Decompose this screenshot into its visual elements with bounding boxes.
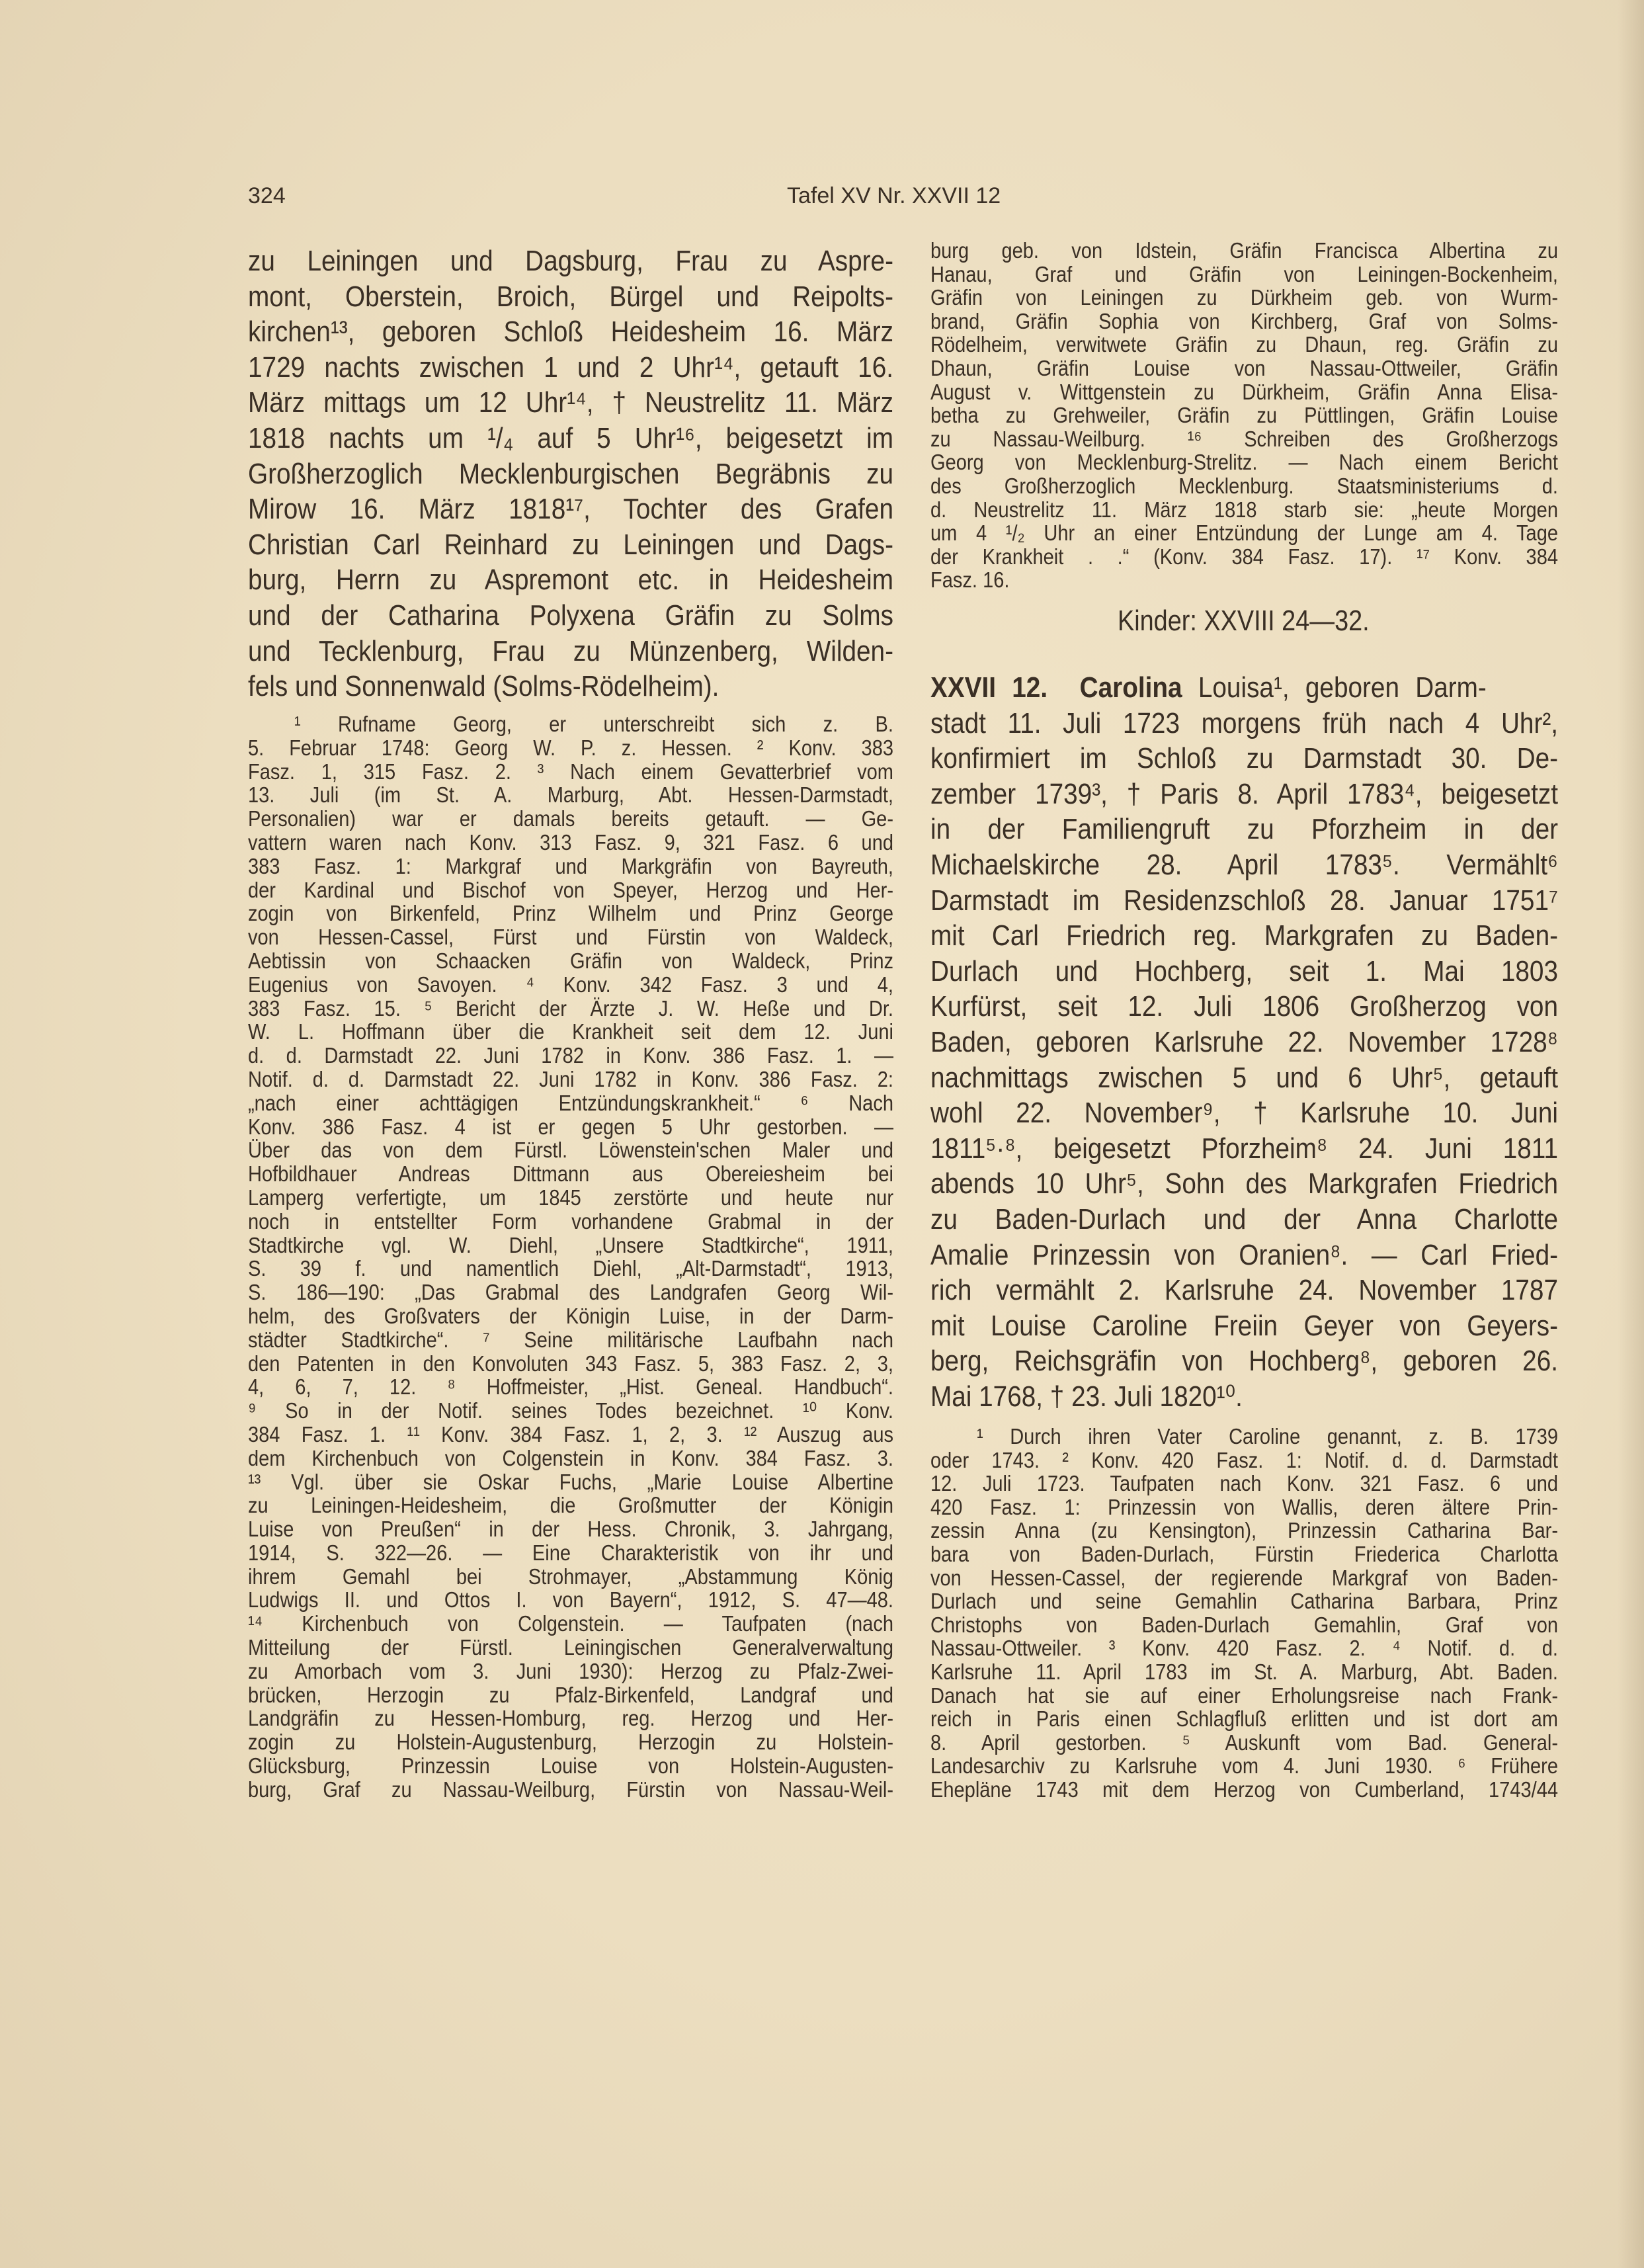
text-line-content: Mirow 16. März 1818¹⁷, Tochter des Grafen xyxy=(248,493,894,526)
text-line-content: ihrem Gemahl bei Strohmayer, „Abstammung König xyxy=(248,1564,894,1589)
text-line xyxy=(930,1636,1558,1660)
entry-body xyxy=(930,706,1558,1415)
text-line xyxy=(248,1636,893,1659)
text-line xyxy=(930,403,1558,427)
text-line xyxy=(248,1281,893,1304)
text-line xyxy=(930,1519,1558,1542)
text-line-content: Mitteilung der Fürstl. Leiningischen Generalverwaltung xyxy=(248,1635,894,1660)
text-line xyxy=(248,491,893,527)
text-line-content: betha zu Grehweiler, Gräfin zu Püttlingen, Gräfin Louise xyxy=(930,403,1558,428)
text-line-content: 383 Fasz. 15. ⁵ Bericht der Ärzte J. W. Heße und Dr. xyxy=(248,995,894,1021)
text-line xyxy=(248,1399,893,1423)
text-line-content: Hanau, Graf und Gräfin von Leiningen-Bockenheim, xyxy=(930,261,1559,286)
text-line xyxy=(248,1304,893,1328)
text-line xyxy=(248,1706,893,1730)
text-line-content: Fasz. 1, 315 Fasz. 2. ³ Nach einem Gevatterbrief vom xyxy=(248,759,894,784)
text-line-content: und Tecklenburg, Frau zu Münzenberg, Wilden- xyxy=(248,634,893,667)
text-line-content: noch in entstellter Form vorhandene Grabmal in der xyxy=(248,1208,894,1234)
text-line xyxy=(248,350,893,386)
text-line-content: stadt 11. Juli 1723 morgens früh nach 4 Uhr², xyxy=(930,706,1559,739)
text-line xyxy=(930,1542,1558,1566)
text-line xyxy=(248,1115,893,1139)
text-line-content: Durlach und seine Gemahlin Catharina Barbara, Prinz xyxy=(930,1589,1558,1614)
text-line-content: den Patenten in den Konvoluten 343 Fasz. 5, 383 Fasz. 2, 3, xyxy=(248,1351,893,1376)
text-line-content: 383 Fasz. 1: Markgraf und Markgräfin von Bayreuth, xyxy=(248,853,894,878)
entry-number: XXVII 12. xyxy=(930,671,1048,704)
text-line-content: d. Neustrelitz 11. März 1818 starb sie: „heute Morgen xyxy=(930,497,1558,522)
running-title: Tafel XV Nr. XXVII 12 xyxy=(787,183,1001,208)
text-line xyxy=(930,777,1558,812)
text-line xyxy=(248,1778,893,1802)
text-line xyxy=(248,1044,893,1068)
text-line-content: nachmittags zwischen 5 und 6 Uhr⁵, getauft xyxy=(930,1061,1558,1094)
text-line-content: 420 Fasz. 1: Prinzessin von Wallis, deren ältere Prin- xyxy=(930,1494,1558,1519)
text-line-content: Kurfürst, seit 12. Juli 1806 Großherzog von xyxy=(930,990,1559,1023)
text-line xyxy=(930,1202,1558,1238)
text-line-content: der Krankheit . .“ (Konv. 384 Fasz. 17). ¹⁷ Konv. 384 xyxy=(930,544,1558,569)
text-line xyxy=(248,1447,893,1470)
text-line xyxy=(930,918,1558,954)
text-line xyxy=(930,568,1558,592)
text-line xyxy=(248,973,893,997)
text-line xyxy=(248,1091,893,1115)
text-line xyxy=(248,1683,893,1707)
text-line-content: abends 10 Uhr⁵, Sohn des Markgrafen Friedrich xyxy=(930,1167,1558,1200)
text-line-content: zu Leiningen und Dagsburg, Frau zu Aspre- xyxy=(248,245,893,277)
text-line xyxy=(930,989,1558,1025)
text-line xyxy=(930,427,1558,451)
text-line-content: Nassau-Ottweiler. ³ Konv. 420 Fasz. 2. ⁴ Notif. d. d. xyxy=(930,1636,1558,1661)
text-line xyxy=(930,1379,1558,1415)
text-line xyxy=(930,1472,1558,1495)
text-line-content: ⁹ So in der Notif. seines Todes bezeichnet. ¹⁰ Konv. xyxy=(248,1398,894,1423)
text-line-content: zu Baden-Durlach und der Anna Charlotte xyxy=(930,1202,1558,1236)
text-line-content: Großherzoglich Mecklenburgischen Begräbnis zu xyxy=(248,457,894,490)
text-line-content: Gräfin von Leiningen zu Dürkheim geb. von Wurm- xyxy=(930,285,1558,310)
text-line xyxy=(248,1659,893,1683)
text-line xyxy=(930,310,1558,333)
text-line xyxy=(930,1778,1558,1802)
text-line xyxy=(930,239,1558,263)
text-line xyxy=(248,314,893,350)
text-line-content: berg, Reichsgräfin von Hochberg⁸, geboren 26. xyxy=(930,1345,1558,1378)
entry-carolina-louisa xyxy=(930,670,1558,1414)
text-line-content: Rödelheim, verwitwete Gräfin zu Dhaun, reg. Gräfin zu xyxy=(930,332,1559,357)
text-line-content: 1729 nachts zwischen 1 und 2 Uhr¹⁴, getauft 16. xyxy=(248,351,894,384)
text-line-content: Mai 1768, † 23. Juli 1820¹⁰. xyxy=(930,1380,1243,1413)
text-line-content: zogin zu Holstein-Augustenburg, Herzogin zu Holstein- xyxy=(248,1730,894,1755)
text-line-content: „nach einer achttägigen Entzündungskrankheit.“ ⁶ Nach xyxy=(248,1090,894,1115)
text-line-content: reich in Paris einen Schlagfluß erlitten und ist dort am xyxy=(930,1706,1558,1732)
text-line-content: Eugenius von Savoyen. ⁴ Konv. 342 Fasz. 3 und 4, xyxy=(248,972,894,997)
text-line xyxy=(930,1684,1558,1708)
text-line xyxy=(930,1025,1558,1060)
text-line-content: Amalie Prinzessin von Oranien⁸. — Carl Fried- xyxy=(930,1238,1559,1271)
text-line-content: dem Kirchenbuch von Colgenstein in Konv. 384 Fasz. 3. xyxy=(248,1445,893,1470)
text-line xyxy=(248,949,893,973)
text-line-content: ¹⁴ Kirchenbuch von Colgenstein. — Taufpaten (nach xyxy=(248,1611,894,1636)
text-line-content: des Großherzoglich Mecklenburg. Staatsministeriums d. xyxy=(930,473,1559,498)
text-line-content: S. 39 f. und namentlich Diehl, „Alt-Darmstadt“, 1913, xyxy=(248,1256,894,1281)
text-line xyxy=(248,598,893,634)
entry-name: Carolina xyxy=(1079,671,1182,704)
text-line xyxy=(930,812,1558,847)
text-line xyxy=(930,380,1558,404)
text-line xyxy=(248,1020,893,1044)
text-line xyxy=(248,1588,893,1612)
text-line xyxy=(248,760,893,784)
text-line-content: ¹³ Vgl. über sie Oskar Fuchs, „Marie Louise Albertine xyxy=(248,1469,894,1494)
text-line-content: Georg von Mecklenburg-Strelitz. — Nach einem Bericht xyxy=(930,450,1558,475)
text-line xyxy=(930,706,1558,741)
entry-heading-line xyxy=(930,670,1558,706)
text-line-content: Hofbildhauer Andreas Dittmann aus Obereiesheim bei xyxy=(248,1161,894,1187)
text-line xyxy=(248,421,893,456)
text-line xyxy=(248,1375,893,1399)
text-line-content: zember 1739³, † Paris 8. April 1783⁴, beigesetzt xyxy=(930,777,1558,810)
text-line-content: ¹ Rufname Georg, er unterschreibt sich z. B. xyxy=(294,712,893,736)
page-number: 324 xyxy=(248,183,286,208)
text-line-content: zogin von Birkenfeld, Prinz Wilhelm und Prinz George xyxy=(248,901,894,926)
text-line-content: brand, Gräfin Sophia von Kirchberg, Graf von Solms- xyxy=(930,308,1558,333)
text-line-content: 12. Juli 1723. Taufpaten nach Konv. 321 Fasz. 6 und xyxy=(930,1471,1558,1496)
text-line xyxy=(930,954,1558,989)
text-line xyxy=(930,1425,1558,1449)
text-line xyxy=(930,1131,1558,1167)
text-line-content: zu Leiningen-Heidesheim, die Großmutter der Königin xyxy=(248,1493,894,1518)
text-line-content: 5. Februar 1748: Georg W. P. z. Hessen. ² Konv. 383 xyxy=(248,735,894,760)
text-line-content: Christian Carl Reinhard zu Leiningen und Dags- xyxy=(248,528,894,561)
left-footnotes xyxy=(248,712,893,1802)
text-line-content: mont, Oberstein, Broich, Bürgel und Reipolts- xyxy=(248,280,894,313)
text-line xyxy=(248,1565,893,1589)
text-line-content: Ludwigs II. und Ottos I. von Bayern“, 1912, S. 47—48. xyxy=(248,1587,894,1613)
text-line-content: kirchen¹³, geboren Schloß Heidesheim 16. März xyxy=(248,315,894,349)
text-line xyxy=(248,1470,893,1494)
text-line-content: Darmstadt im Residenzschloß 28. Januar 1751⁷ xyxy=(930,884,1558,917)
text-line xyxy=(930,1308,1558,1344)
text-line xyxy=(930,1660,1558,1684)
text-line xyxy=(248,902,893,925)
text-line xyxy=(930,545,1558,569)
text-line-content: burg, Herrn zu Aspremont etc. in Heidesheim xyxy=(248,564,894,597)
text-line-content: mit Louise Caroline Freiin Geyer von Geyers- xyxy=(930,1309,1558,1342)
text-line xyxy=(248,1068,893,1091)
text-line-content: 4, 6, 7, 12. ⁸ Hoffmeister, „Hist. Geneal. Handbuch“. xyxy=(248,1374,894,1400)
text-line-content: Landesarchiv zu Karlsruhe vom 4. Juni 1930. ⁶ Frühere xyxy=(930,1753,1558,1779)
text-line-content: Glücksburg, Prinzessin Louise von Holstein-Augusten- xyxy=(248,1753,894,1779)
text-line-content: Danach hat sie auf einer Erholungsreise nach Frank- xyxy=(930,1683,1558,1708)
text-line-content: brücken, Herzogin zu Pfalz-Birkenfeld, Landgraf und xyxy=(248,1682,894,1707)
text-line xyxy=(930,1731,1558,1755)
text-line-content: von Hessen-Cassel, der regierende Markgraf von Baden- xyxy=(930,1565,1558,1590)
text-line-content: bara von Baden-Durlach, Fürstin Friederica Charlotta xyxy=(930,1541,1558,1566)
text-line xyxy=(248,1754,893,1778)
text-line xyxy=(248,1612,893,1636)
text-line-content: burg, Graf zu Nassau-Weilburg, Fürstin von Nassau-Weil- xyxy=(248,1777,894,1802)
text-line xyxy=(930,357,1558,380)
text-line-content: in der Familiengruft zu Pforzheim in der xyxy=(930,813,1559,846)
text-line-content: burg geb. von Idstein, Gräfin Francisca Albertina zu xyxy=(930,238,1559,263)
text-line xyxy=(248,1352,893,1376)
text-line xyxy=(248,1517,893,1541)
text-line xyxy=(930,1449,1558,1472)
text-line xyxy=(248,1186,893,1210)
text-line-content: August v. Wittgenstein zu Dürkheim, Gräfin Anna Elisa- xyxy=(930,379,1558,404)
text-line xyxy=(930,474,1558,498)
text-line xyxy=(248,669,893,704)
text-line-content: 13. Juli (im St. A. Marburg, Abt. Hessen-Darmstadt, xyxy=(248,782,894,808)
text-line-content: 384 Fasz. 1. ¹¹ Konv. 384 Fasz. 1, 2, 3. ¹² Auszug aus xyxy=(248,1421,894,1447)
text-line xyxy=(930,847,1558,883)
text-line-content: Karlsruhe 11. April 1783 im St. A. Marburg, Abt. Baden. xyxy=(930,1659,1559,1684)
text-line xyxy=(248,1138,893,1162)
text-line xyxy=(930,1754,1558,1778)
text-line xyxy=(930,263,1558,286)
text-line xyxy=(248,456,893,492)
text-line xyxy=(930,1166,1558,1202)
text-line-content: konfirmiert im Schloß zu Darmstadt 30. De- xyxy=(930,742,1559,775)
text-line-content: städter Stadtkirche“. ⁷ Seine militärische Laufbahn nach xyxy=(248,1327,894,1352)
text-line xyxy=(248,1541,893,1565)
text-line xyxy=(248,1210,893,1234)
text-line-content: vattern waren nach Konv. 313 Fasz. 9, 321 Fasz. 6 und xyxy=(248,829,894,855)
text-line xyxy=(930,286,1558,310)
text-line-content: ¹ Durch ihren Vater Caroline genannt, z. B. 1739 xyxy=(977,1424,1559,1449)
text-line xyxy=(930,1343,1558,1379)
text-line-content: fels und Sonnenwald (Solms-Rödelheim). xyxy=(248,670,719,703)
text-line-content: rich vermählt 2. Karlsruhe 24. November 1787 xyxy=(930,1274,1558,1307)
text-line xyxy=(248,1730,893,1754)
text-line xyxy=(248,1257,893,1281)
text-line xyxy=(930,521,1558,545)
text-line-content: zessin Anna (zu Kensington), Prinzessin Catharina Bar- xyxy=(930,1518,1559,1543)
text-line xyxy=(248,1162,893,1186)
text-line xyxy=(248,634,893,669)
text-line-content: zu Amorbach vom 3. Juni 1930): Herzog zu Pfalz-Zwei- xyxy=(248,1658,893,1683)
text-line xyxy=(930,1095,1558,1131)
text-line-content: Dhaun, Gräfin Louise von Nassau-Ottweiler, Gräfin xyxy=(930,355,1558,380)
text-line xyxy=(248,736,893,760)
text-line-content: Baden, geboren Karlsruhe 22. November 1728⁸ xyxy=(930,1025,1558,1058)
text-line-content: um 4 ¹/₂ Uhr an einer Entzündung der Lunge am 4. Tage xyxy=(930,521,1558,546)
text-line-content: Über das von dem Fürstl. Löwenstein'schen Maler und xyxy=(248,1138,894,1163)
text-line xyxy=(248,712,893,736)
text-line-content: 8. April gestorben. ⁵ Auskunft vom Bad. General- xyxy=(930,1730,1558,1755)
text-line-content: Konv. 386 Fasz. 4 ist er gegen 5 Uhr gestorben. — xyxy=(248,1114,894,1139)
text-line xyxy=(248,1328,893,1352)
entry-heading-rest: Louisa¹, geboren Darm- xyxy=(1182,671,1487,704)
text-line-content: 1818 nachts um ¹/₄ auf 5 Uhr¹⁶, beigesetzt im xyxy=(248,421,894,454)
text-line-content: Durlach und Hochberg, seit 1. Mai 1803 xyxy=(930,954,1559,987)
text-line-content: Fasz. 16. xyxy=(930,567,1010,593)
text-line-content: Aebtissin von Schaacken Gräfin von Waldeck, Prinz xyxy=(248,948,894,973)
text-line-content: und der Catharina Polyxena Gräfin zu Solms xyxy=(248,599,894,632)
text-line-content: W. L. Hoffmann über die Krankheit seit dem 12. Juni xyxy=(248,1019,894,1044)
text-line-content: Michaelskirche 28. April 1783⁵. Vermählt⁶ xyxy=(930,848,1558,881)
text-line-content: März mittags um 12 Uhr¹⁴, † Neustrelitz 11. März xyxy=(248,386,894,419)
text-line-content: Ehepläne 1743 mit dem Herzog von Cumberland, 1743/44 xyxy=(930,1777,1558,1802)
text-line xyxy=(930,1566,1558,1590)
text-line xyxy=(248,1423,893,1447)
text-line xyxy=(248,925,893,949)
text-line-content: Stadtkirche vgl. W. Diehl, „Unsere Stadtkirche“, 1911, xyxy=(248,1232,894,1257)
text-line-content: Luise von Preußen“ in der Hess. Chronik, 3. Jahrgang, xyxy=(248,1517,894,1542)
text-line xyxy=(930,1273,1558,1308)
text-line-content: Christophs von Baden-Durlach Gemahlin, Graf von xyxy=(930,1612,1558,1637)
text-line-content: zu Nassau-Weilburg. ¹⁶ Schreiben des Großherzogs xyxy=(930,426,1558,451)
text-line-content: S. 186—190: „Das Grabmal des Landgrafen Georg Wil- xyxy=(248,1280,894,1305)
text-line xyxy=(248,385,893,421)
text-line-content: mit Carl Friedrich reg. Markgrafen zu Baden- xyxy=(930,919,1558,952)
text-line xyxy=(930,333,1558,357)
text-line-content: Landgräfin zu Hessen-Homburg, reg. Herzog und Her- xyxy=(248,1706,894,1731)
text-line-content: oder 1743. ² Konv. 420 Fasz. 1: Notif. d. d. Darmstadt xyxy=(930,1447,1558,1472)
children-reference xyxy=(929,603,1558,639)
text-line xyxy=(930,1613,1558,1637)
left-main-text xyxy=(248,243,893,704)
text-line-content: wohl 22. November⁹, † Karlsruhe 10. Juni xyxy=(930,1097,1558,1130)
text-line xyxy=(930,1495,1558,1519)
text-line xyxy=(248,1493,893,1517)
text-line xyxy=(248,1234,893,1257)
text-line-content: Personalien) war er damals bereits getauft. — Ge- xyxy=(248,806,894,831)
children-reference-text: Kinder: XXVIII 24—32. xyxy=(1118,605,1370,637)
text-line xyxy=(248,279,893,315)
text-line xyxy=(248,831,893,855)
text-line xyxy=(930,1060,1558,1096)
text-line xyxy=(248,783,893,807)
text-line-content: 1914, S. 322—26. — Eine Charakteristik von ihr und xyxy=(248,1540,893,1565)
text-line-content: Notif. d. d. Darmstadt 22. Juni 1782 in Konv. 386 Fasz. 2: xyxy=(248,1066,894,1091)
text-line xyxy=(248,855,893,878)
text-line-content: helm, des Großvaters der Königin Luise, in der Darm- xyxy=(248,1303,894,1328)
text-line xyxy=(248,807,893,831)
text-line-content: von Hessen-Cassel, Fürst und Fürstin von Waldeck, xyxy=(248,925,894,950)
text-line-content: der Kardinal und Bischof von Speyer, Herzog und Her- xyxy=(248,877,894,902)
page-edge-shadow xyxy=(1618,0,1644,2268)
text-line xyxy=(930,1589,1558,1613)
right-footnotes xyxy=(930,1425,1558,1802)
text-line xyxy=(248,243,893,279)
text-line-content: Lamperg verfertigte, um 1845 zerstörte und heute nur xyxy=(248,1185,893,1210)
text-line xyxy=(930,498,1558,522)
text-line xyxy=(930,450,1558,474)
text-line xyxy=(930,1238,1558,1273)
text-line xyxy=(248,878,893,902)
text-line-content: d. d. Darmstadt 22. Juni 1782 in Konv. 386 Fasz. 1. — xyxy=(248,1043,894,1068)
text-line xyxy=(248,527,893,563)
text-line xyxy=(930,741,1558,777)
text-line xyxy=(248,562,893,598)
text-line-content: 1811⁵·⁸, beigesetzt Pforzheim⁸ 24. Juni 1811 xyxy=(930,1132,1559,1165)
text-line xyxy=(248,997,893,1021)
text-line xyxy=(930,1707,1558,1731)
text-line xyxy=(930,883,1558,919)
right-footnotes-continued xyxy=(930,239,1558,592)
